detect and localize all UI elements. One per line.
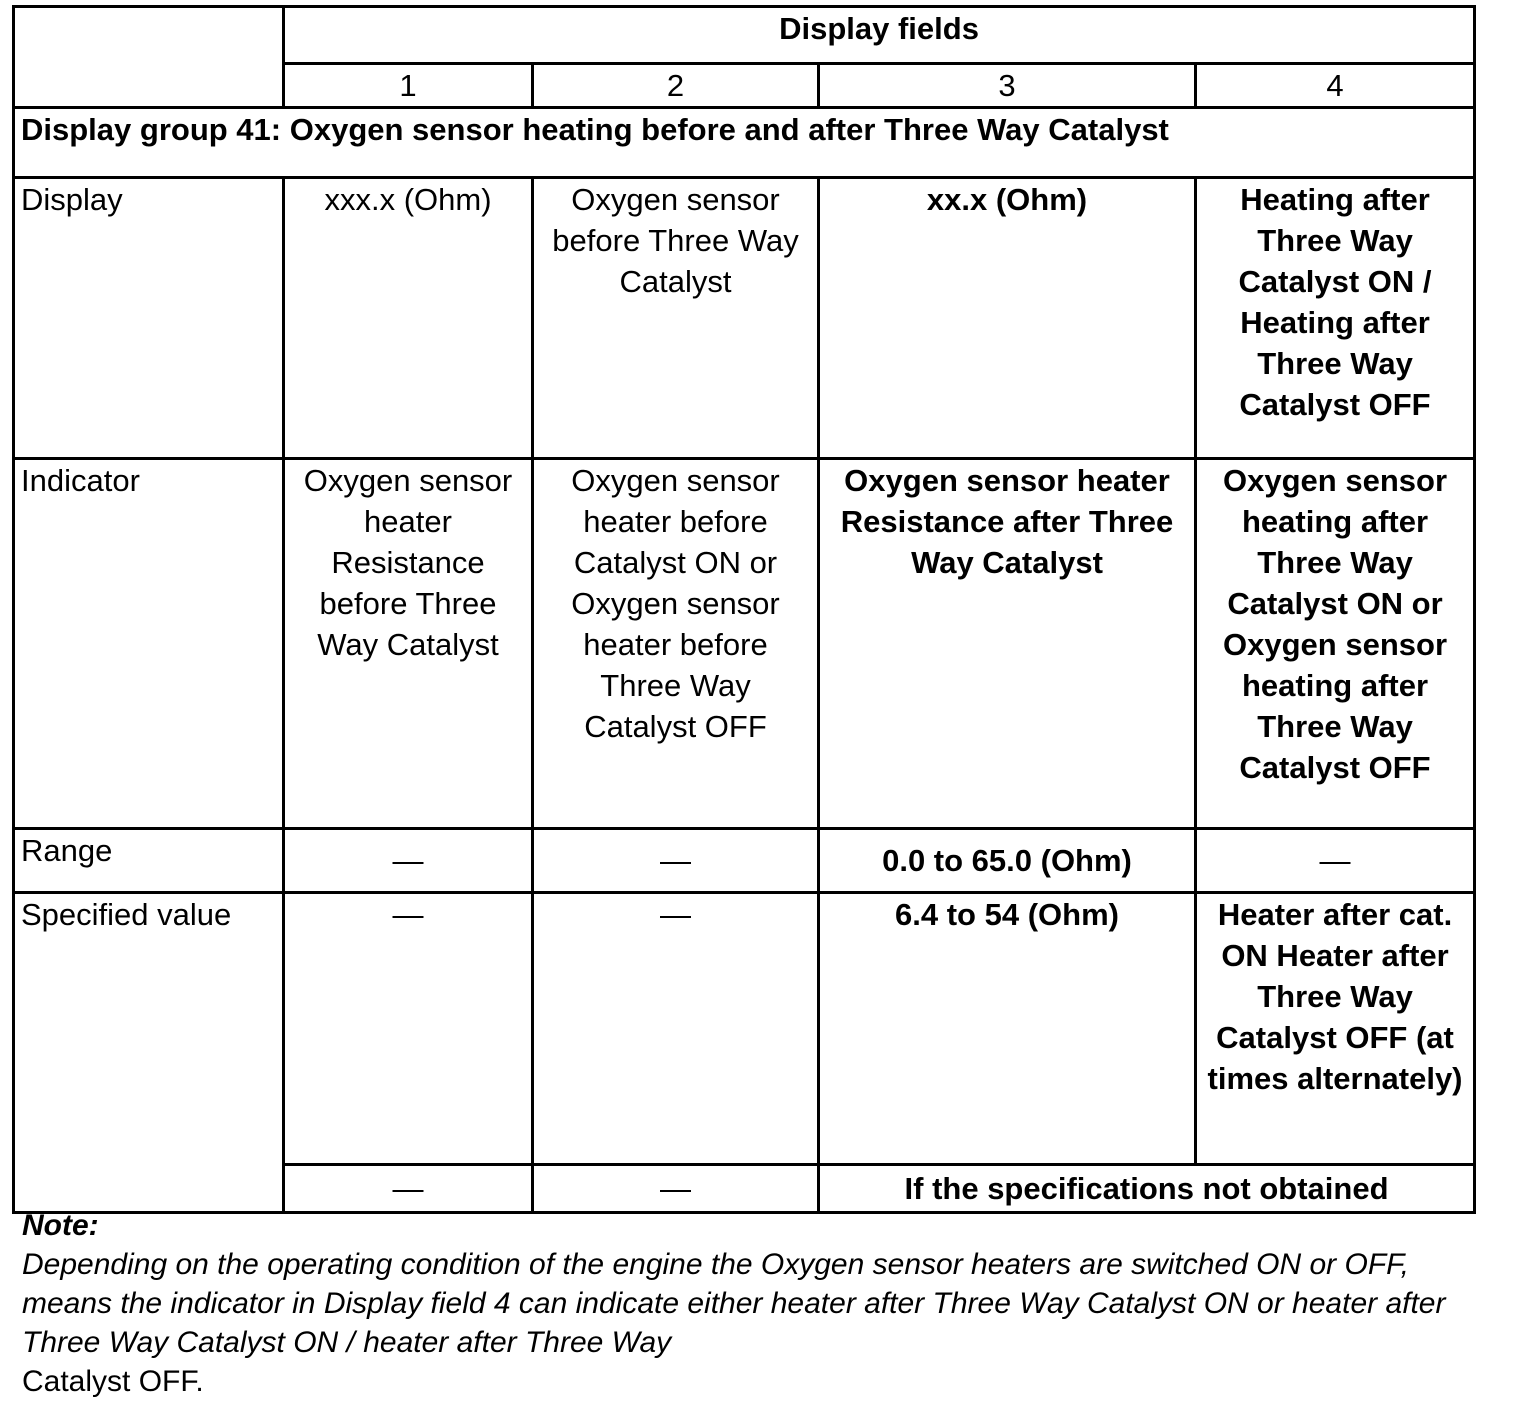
specified-field-2: — — [533, 893, 819, 1165]
column-number-2: 2 — [533, 64, 819, 108]
indicator-field-2: Oxygen sensor heater before Catalyst ON or Oxygen sensor heater before Three Way Catalyst OFF — [533, 459, 819, 829]
column-number-3: 3 — [819, 64, 1196, 108]
display-group-table — [12, 5, 1476, 1214]
specified-field-3: 6.4 to 54 (Ohm) — [819, 893, 1196, 1165]
note-block — [22, 1206, 1472, 1401]
row-label-display: Display — [14, 178, 284, 459]
range-field-4: — — [1196, 829, 1475, 893]
display-field-3: xx.x (Ohm) — [819, 178, 1196, 459]
row-label-specified-value: Specified value — [14, 893, 284, 1213]
indicator-field-3: Oxygen sensor heater Resistance after Three Way Catalyst — [819, 459, 1196, 829]
note-text: Depending on the operating condition of the engine the Oxygen sensor heaters are switched ON or OFF, means the indicator in Display field 4 can indicate either heater after Three Way Catalyst ON or heater after Three Way Catalyst ON / heater after Three Way — [22, 1248, 1446, 1359]
range-field-2: — — [533, 829, 819, 893]
column-number-4: 4 — [1196, 64, 1475, 108]
empty-corner-cell — [14, 7, 284, 108]
range-field-1: — — [284, 829, 533, 893]
specified-field-4: Heater after cat. ON Heater after Three Way Catalyst OFF (at times alternately) — [1196, 893, 1475, 1165]
display-field-1: xxx.x (Ohm) — [284, 178, 533, 459]
indicator-field-4: Oxygen sensor heating after Three Way Catalyst ON or Oxygen sensor heating after Three Way Catalyst OFF — [1196, 459, 1475, 829]
indicator-field-1: Oxygen sensor heater Resistance before Three Way Catalyst — [284, 459, 533, 829]
specified-field-1: — — [284, 893, 533, 1165]
range-field-3: 0.0 to 65.0 (Ohm) — [819, 829, 1196, 893]
note-title: Note: — [22, 1209, 99, 1242]
display-field-4: Heating after Three Way Catalyst ON / Heating after Three Way Catalyst OFF — [1196, 178, 1475, 459]
extra-field-2: — — [533, 1165, 819, 1213]
note-text-end: Catalyst OFF. — [22, 1365, 204, 1398]
row-label-indicator: Indicator — [14, 459, 284, 829]
table-row — [14, 829, 1475, 893]
table-row — [14, 459, 1475, 829]
table-row — [14, 178, 1475, 459]
display-fields-header: Display fields — [284, 7, 1475, 64]
extra-field-1: — — [284, 1165, 533, 1213]
column-number-1: 1 — [284, 64, 533, 108]
display-field-2: Oxygen sensor before Three Way Catalyst — [533, 178, 819, 459]
extra-field-3-4: If the specifications not obtained — [819, 1165, 1475, 1213]
table-row — [14, 893, 1475, 1165]
row-label-range: Range — [14, 829, 284, 893]
display-group-title: Display group 41: Oxygen sensor heating before and after Three Way Catalyst — [14, 108, 1475, 178]
